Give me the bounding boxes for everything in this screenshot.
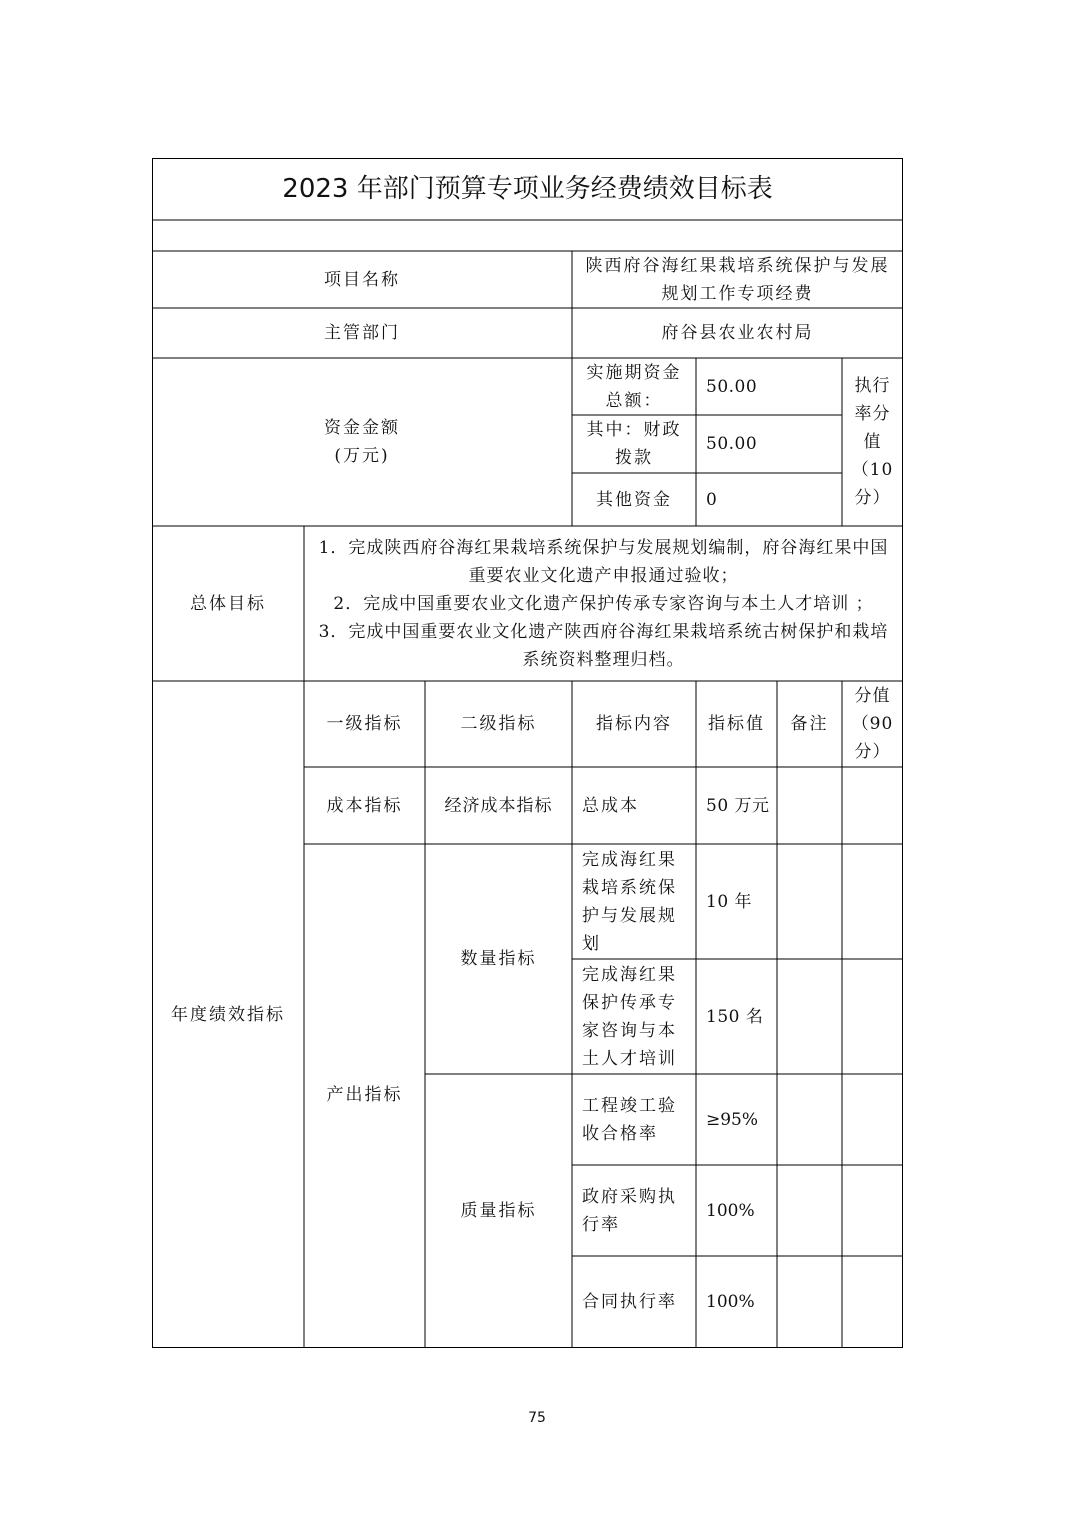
total-funds-value: 50.00: [706, 376, 758, 397]
output-content: 政府采购执行率: [582, 1186, 677, 1235]
output-value: 100%: [706, 1200, 755, 1221]
project-name-value: 陕西府谷海红果栽培系统保护与发展规划工作专项经费: [585, 255, 890, 304]
goal-item: 1．完成陕西府谷海红果栽培系统保护与发展规划编制，府谷海红果中国重要农业文化遗产申报通过验收；: [318, 537, 889, 586]
cost-level1: 成本指标: [326, 795, 403, 816]
quantity-indicator-label: 数量指标: [460, 949, 537, 969]
output-value: 100%: [706, 1292, 755, 1312]
quality-indicator-label: 质量指标: [460, 1201, 537, 1221]
header-value: 指标值: [708, 714, 765, 734]
execution-rate-score-label: 执行率分值（10分）: [851, 376, 894, 508]
header-level2: 二级指标: [460, 714, 537, 734]
table-title: 2023 年部门预算专项业务经费绩效目标表: [282, 174, 773, 204]
header-content: 指标内容: [596, 714, 672, 734]
total-funds-label: 实施期资金总额：: [586, 362, 682, 411]
fiscal-funds-label: 其中：财政拨款: [586, 420, 682, 468]
output-content: 完成海红果保护传承专家咨询与本土人才培训: [582, 964, 677, 1069]
header-score: 分值（90分）: [851, 686, 894, 762]
goal-item: 2．完成中国重要农业文化遗产保护传承专家咨询与本土人才培训 ；: [333, 593, 874, 614]
overall-goals-text: [304, 526, 903, 681]
output-value: 150 名: [706, 1006, 764, 1027]
blank-row: [152, 220, 903, 251]
cost-level2: 经济成本指标: [444, 795, 553, 816]
output-level1: 产出指标: [326, 1085, 403, 1105]
other-funds-value: 0: [706, 489, 719, 510]
department-value: 府谷县农业农村局: [661, 323, 814, 343]
page-number: 75: [528, 1410, 546, 1426]
output-content: 工程竣工验收合格率: [582, 1095, 677, 1144]
other-funds-label: 其他资金: [596, 489, 672, 510]
goal-item: 3．完成中国重要农业文化遗产陕西府谷海红果栽培系统古树保护和栽培系统资料整理归档。: [318, 621, 889, 670]
performance-target-table: [152, 158, 903, 1348]
cost-content: 总成本: [582, 795, 639, 816]
header-level1: 一级指标: [326, 714, 403, 734]
output-content: 合同执行率: [582, 1292, 677, 1312]
funds-label-cell: [152, 358, 572, 526]
funds-label: 资金金额: [324, 418, 400, 438]
department-label: 主管部门: [324, 323, 400, 343]
funds-unit: (万元): [334, 446, 390, 466]
cost-value: 50 万元: [706, 795, 770, 816]
output-value: 10 年: [706, 891, 753, 912]
project-name-label: 项目名称: [324, 269, 400, 290]
fiscal-funds-value: 50.00: [706, 434, 758, 454]
output-content: 完成海红果栽培系统保护与发展规划: [582, 849, 677, 954]
output-value: ≥95%: [706, 1109, 759, 1130]
annual-indicators-label: 年度绩效指标: [171, 1004, 285, 1025]
overall-goals-label: 总体目标: [190, 593, 266, 614]
header-note: 备注: [790, 714, 829, 734]
